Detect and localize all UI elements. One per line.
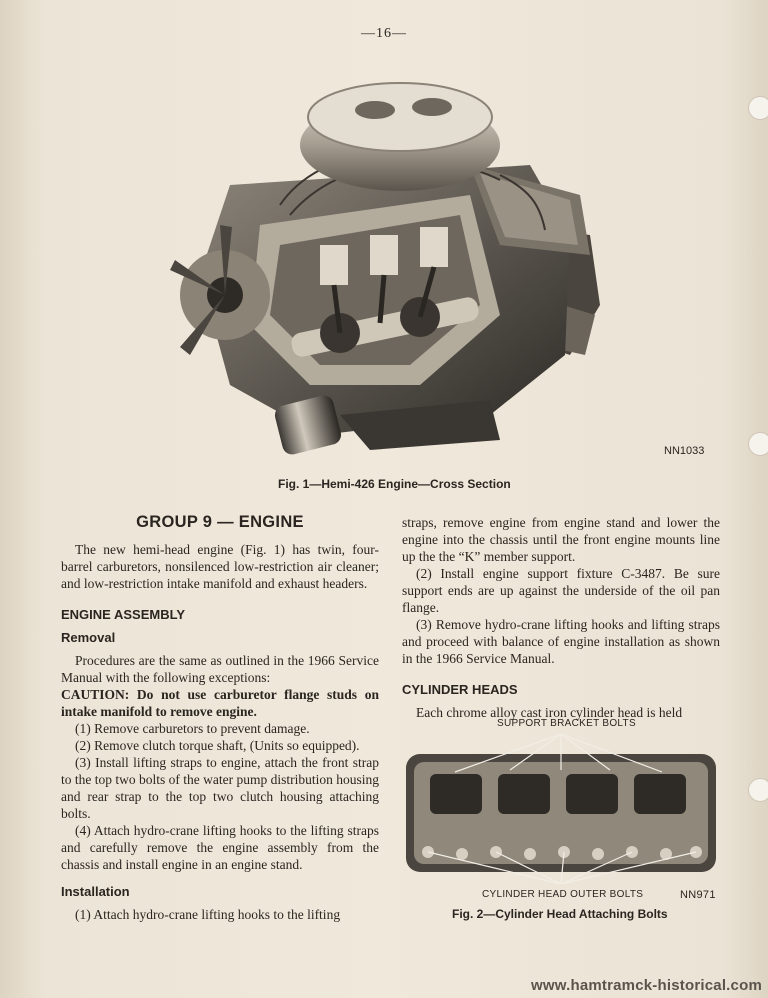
figure-1-code: NN1033	[664, 445, 705, 457]
figure-1-caption: Fig. 1—Hemi-426 Engine—Cross Section	[278, 477, 511, 491]
removal-step-1: (1) Remove carburetors to prevent damage.	[75, 721, 310, 736]
figure-2-code: NN971	[680, 889, 716, 901]
engine-cross-section-illustration	[170, 55, 610, 465]
binder-hole	[748, 778, 768, 802]
intro-paragraph: The new hemi-head engine (Fig. 1) has twin, four-barrel carburetors, nonsilenced low-restriction air cleaner; and low-restriction intake manifold and exhaust headers.	[61, 542, 379, 591]
left-column	[61, 514, 379, 923]
subsection-title-installation: Installation	[61, 884, 130, 899]
installation-step-1: (1) Attach hydro-crane lifting hooks to the lifting	[75, 907, 341, 922]
removal-step-3: (3) Install lifting straps to engine, attach the front strap to the top two bolts of the water pump distribution housing and rear strap to the top two clutch housing attaching bolts.	[61, 755, 379, 821]
label-support-bracket-bolts: SUPPORT BRACKET BOLTS	[497, 718, 636, 729]
binder-hole	[748, 96, 768, 120]
group-title: GROUP 9 — ENGINE	[136, 513, 304, 531]
section-title-cylinder-heads: CYLINDER HEADS	[402, 682, 518, 697]
removal-step-2: (2) Remove clutch torque shaft, (Units so equipped).	[75, 738, 360, 753]
cylinder-heads-paragraph: Each chrome alloy cast iron cylinder head is held	[416, 705, 683, 720]
right-column	[402, 514, 720, 721]
cylinder-head-photo	[400, 734, 722, 884]
site-watermark: www.hamtramck-historical.com	[531, 977, 762, 994]
binder-hole	[748, 432, 768, 456]
installation-step-3: (3) Remove hydro-crane lifting hooks and lifting straps and proceed with balance of engine installation as shown in the 1966 Service Manual.	[402, 617, 720, 666]
removal-step-4: (4) Attach hydro-crane lifting hooks to the lifting straps and carefully remove the engine assembly from the chassis and install engine in an engine stand.	[61, 823, 379, 872]
installation-step-2: (2) Install engine support fixture C-3487. Be sure support ends are up against the underside of the oil pan flange.	[402, 566, 720, 615]
subsection-title-removal: Removal	[61, 630, 116, 645]
removal-paragraph: Procedures are the same as outlined in the 1966 Service Manual with the following exceptions:	[61, 653, 379, 685]
figure-2-caption: Fig. 2—Cylinder Head Attaching Bolts	[452, 907, 668, 921]
label-cylinder-head-outer-bolts: CYLINDER HEAD OUTER BOLTS	[482, 889, 644, 900]
caution-note: CAUTION: Do not use carburetor flange studs on intake manifold to remove engine.	[61, 687, 379, 719]
installation-continued: straps, remove engine from engine stand and lower the engine into the chassis until the front engine mounts line up the the “K” member support.	[402, 515, 720, 564]
section-title-engine-assembly: ENGINE ASSEMBLY	[61, 607, 186, 622]
page-number: —16—	[361, 26, 407, 41]
